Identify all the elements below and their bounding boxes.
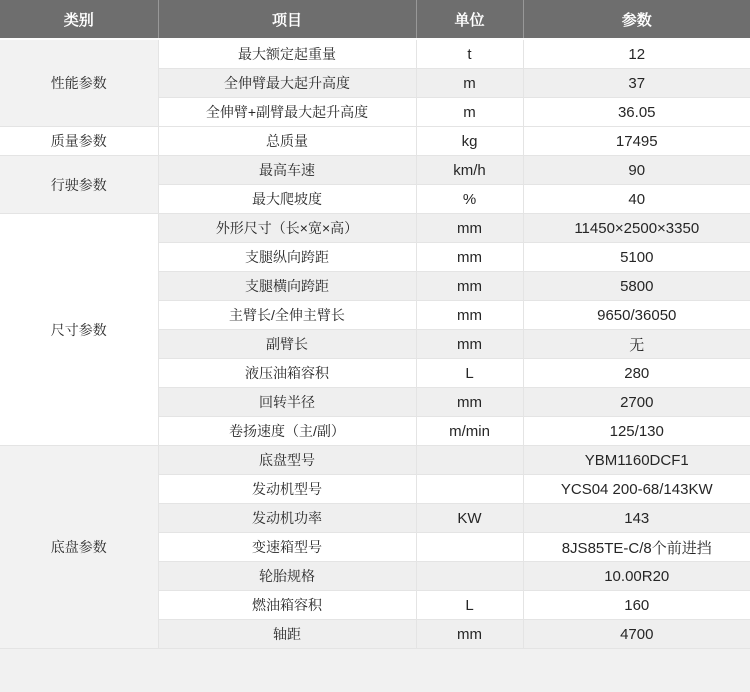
- value-cell: 40: [523, 185, 750, 214]
- column-header-item: 项目: [158, 0, 416, 39]
- value-cell: 11450×2500×3350: [523, 214, 750, 243]
- unit-cell: t: [416, 39, 523, 69]
- unit-cell: [416, 562, 523, 591]
- unit-cell: m: [416, 69, 523, 98]
- unit-cell: mm: [416, 301, 523, 330]
- category-cell: 底盘参数: [0, 446, 158, 649]
- item-cell: 总质量: [158, 127, 416, 156]
- table-row: [0, 127, 750, 156]
- item-cell: 全伸臂最大起升高度: [158, 69, 416, 98]
- item-cell: 支腿横向跨距: [158, 272, 416, 301]
- value-cell: 4700: [523, 620, 750, 649]
- item-cell: 卷扬速度（主/副）: [158, 417, 416, 446]
- table-row: [0, 39, 750, 69]
- unit-cell: %: [416, 185, 523, 214]
- column-header-value: 参数: [523, 0, 750, 39]
- unit-cell: kg: [416, 127, 523, 156]
- value-cell: 17495: [523, 127, 750, 156]
- table-header: [0, 0, 750, 39]
- unit-cell: mm: [416, 620, 523, 649]
- category-cell: 尺寸参数: [0, 214, 158, 446]
- item-cell: 液压油箱容积: [158, 359, 416, 388]
- unit-cell: [416, 533, 523, 562]
- unit-cell: [416, 446, 523, 475]
- column-header-category: 类别: [0, 0, 158, 39]
- value-cell: YBM1160DCF1: [523, 446, 750, 475]
- category-cell: 行驶参数: [0, 156, 158, 214]
- item-cell: 轴距: [158, 620, 416, 649]
- value-cell: 5100: [523, 243, 750, 272]
- item-cell: 全伸臂+副臂最大起升高度: [158, 98, 416, 127]
- unit-cell: mm: [416, 214, 523, 243]
- value-cell: 143: [523, 504, 750, 533]
- item-cell: 主臂长/全伸主臂长: [158, 301, 416, 330]
- unit-cell: L: [416, 591, 523, 620]
- table-row: [0, 446, 750, 475]
- item-cell: 副臂长: [158, 330, 416, 359]
- value-cell: 90: [523, 156, 750, 185]
- category-cell: 性能参数: [0, 39, 158, 127]
- unit-cell: mm: [416, 243, 523, 272]
- unit-cell: L: [416, 359, 523, 388]
- value-cell: 5800: [523, 272, 750, 301]
- value-cell: 9650/36050: [523, 301, 750, 330]
- unit-cell: m/min: [416, 417, 523, 446]
- value-cell: 2700: [523, 388, 750, 417]
- column-header-unit: 单位: [416, 0, 523, 39]
- item-cell: 燃油箱容积: [158, 591, 416, 620]
- table-row: [0, 214, 750, 243]
- item-cell: 底盘型号: [158, 446, 416, 475]
- item-cell: 支腿纵向跨距: [158, 243, 416, 272]
- value-cell: YCS04 200-68/143KW: [523, 475, 750, 504]
- header-row: [0, 0, 750, 39]
- unit-cell: mm: [416, 330, 523, 359]
- item-cell: 变速箱型号: [158, 533, 416, 562]
- item-cell: 最高车速: [158, 156, 416, 185]
- value-cell: 160: [523, 591, 750, 620]
- item-cell: 外形尺寸（长×宽×高）: [158, 214, 416, 243]
- table-row: [0, 156, 750, 185]
- table-body: [0, 39, 750, 649]
- item-cell: 发动机功率: [158, 504, 416, 533]
- unit-cell: mm: [416, 388, 523, 417]
- item-cell: 最大爬坡度: [158, 185, 416, 214]
- value-cell: 12: [523, 39, 750, 69]
- unit-cell: km/h: [416, 156, 523, 185]
- item-cell: 发动机型号: [158, 475, 416, 504]
- value-cell: 36.05: [523, 98, 750, 127]
- unit-cell: KW: [416, 504, 523, 533]
- item-cell: 最大额定起重量: [158, 39, 416, 69]
- unit-cell: mm: [416, 272, 523, 301]
- category-cell: 质量参数: [0, 127, 158, 156]
- value-cell: 10.00R20: [523, 562, 750, 591]
- item-cell: 回转半径: [158, 388, 416, 417]
- unit-cell: m: [416, 98, 523, 127]
- value-cell: 125/130: [523, 417, 750, 446]
- value-cell: 37: [523, 69, 750, 98]
- unit-cell: [416, 475, 523, 504]
- item-cell: 轮胎规格: [158, 562, 416, 591]
- value-cell: 无: [523, 330, 750, 359]
- value-cell: 280: [523, 359, 750, 388]
- value-cell: 8JS85TE-C/8个前进挡: [523, 533, 750, 562]
